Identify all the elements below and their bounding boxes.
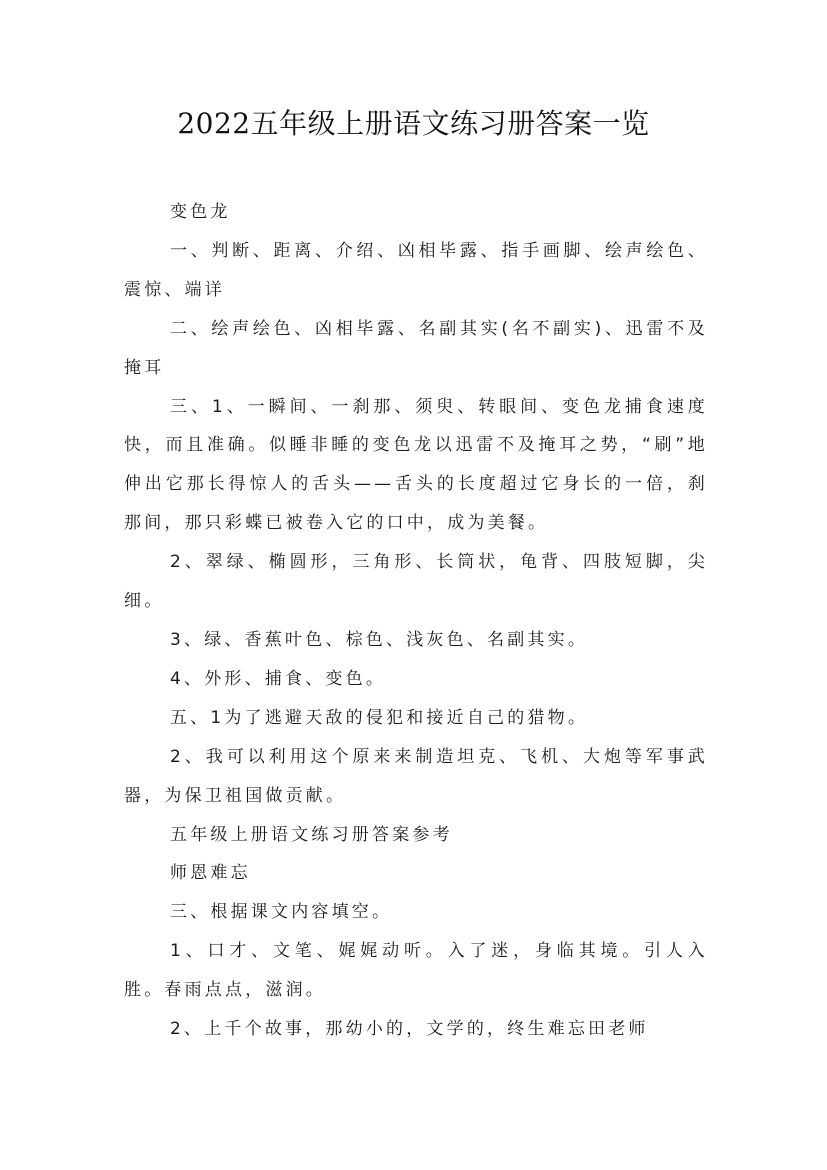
paragraph: 二、绘声绘色、凶相毕露、名副其实(名不副实)、迅雷不及掩耳 bbox=[124, 318, 708, 378]
section-heading: 五年级上册语文练习册答案参考 bbox=[170, 824, 453, 845]
paragraph: 一、判断、距离、介绍、凶相毕露、指手画脚、绘声绘色、震惊、端详 bbox=[124, 240, 708, 300]
paragraph: 4、外形、捕食、变色。 bbox=[170, 668, 387, 689]
paragraph-heading-chameleon: 变色龙 bbox=[170, 202, 231, 222]
paragraph: 2、我可以利用这个原来来制造坦克、飞机、大炮等军事武器，为保卫祖国做贡献。 bbox=[124, 746, 708, 806]
document-body bbox=[124, 193, 708, 1049]
paragraph-heading-lesson: 师恩难忘 bbox=[170, 863, 251, 884]
paragraph: 五、1为了逃避天敌的侵犯和接近自己的猎物。 bbox=[170, 707, 589, 728]
paragraph: 三、1、一瞬间、一刹那、须臾、转眼间、变色龙捕食速度快，而且准确。似睡非睡的变色龙以迅雷不及掩耳之势，“刷”地伸出它那长得惊人的舌头——舌头的长度超过它身长的一倍，刹那间，那只彩蝶已被卷入它的口中，成为美餐。 bbox=[124, 396, 708, 534]
paragraph: 2、上千个故事，那幼小的，文学的，终生难忘田老师 bbox=[170, 1019, 649, 1040]
paragraph: 1、口才、文笔、娓娓动听。入了迷，身临其境。引人入胜。春雨点点，滋润。 bbox=[124, 941, 708, 1001]
paragraph: 2、翠绿、椭圆形，三角形、长筒状，龟背、四肢短脚，尖细。 bbox=[124, 552, 708, 612]
paragraph: 3、绿、香蕉叶色、棕色、浅灰色、名副其实。 bbox=[170, 629, 589, 650]
paragraph: 三、根据课文内容填空。 bbox=[170, 902, 393, 923]
document-title: 2022五年级上册语文练习册答案一览 bbox=[177, 107, 650, 140]
